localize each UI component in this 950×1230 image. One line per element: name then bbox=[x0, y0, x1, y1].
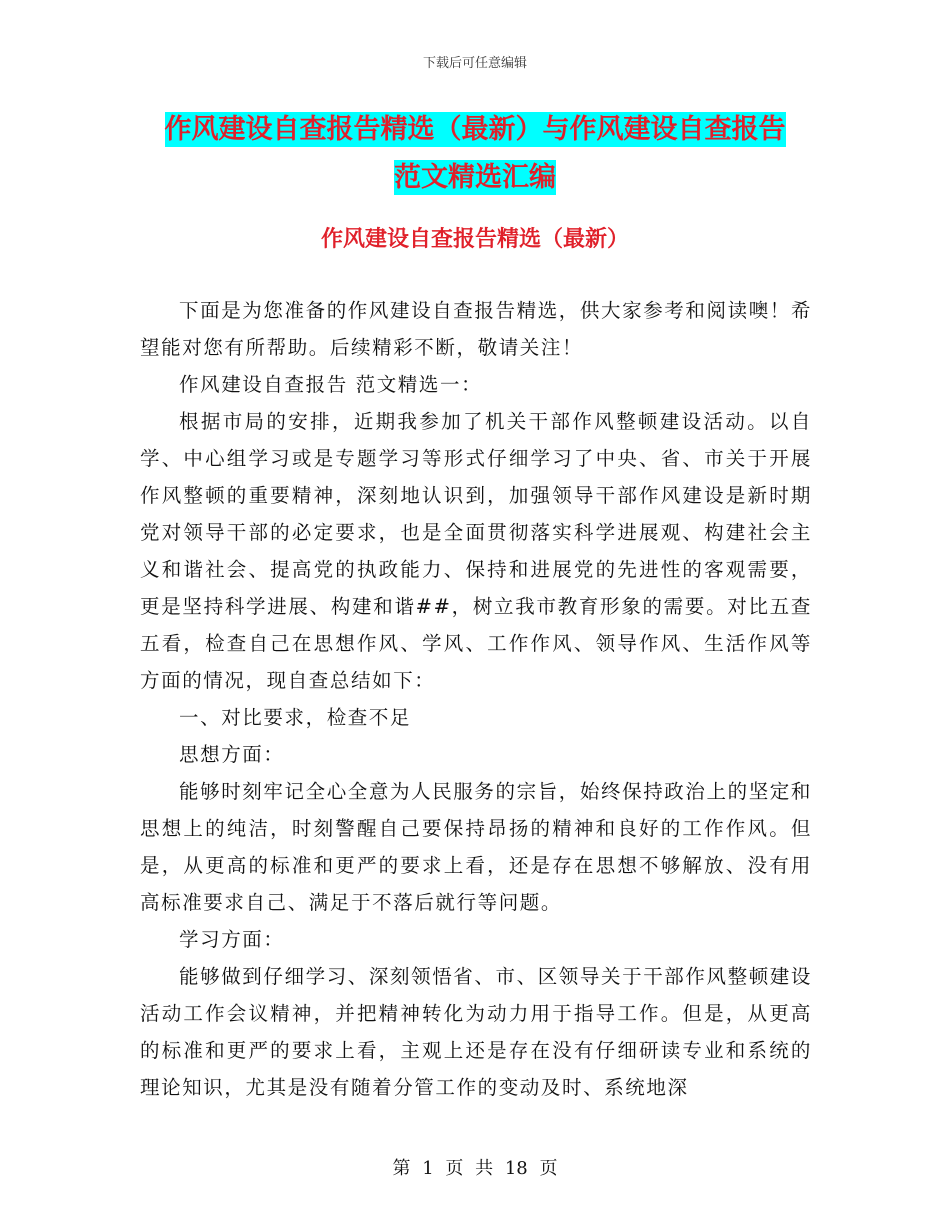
main-title-line1: 作风建设自查报告精选（最新）与作风建设自查报告 bbox=[164, 114, 786, 145]
section-title: 作风建设自查报告精选（最新） bbox=[320, 227, 629, 252]
page-footer: 第 1 页 共 18 页 bbox=[392, 1158, 558, 1179]
main-title-line2: 范文精选汇编 bbox=[394, 162, 556, 193]
paragraph-background: 根据市局的安排，近期我参加了机关干部作风整顿建设活动。以自学、中心组学习或是专题学习等形式仔细学习了中央、省、市关于开展作风整顿的重要精神，深刻地认识到，加强领导干部作风建设是新时期党对领导干部的必定要求，也是全面贯彻落实科学进展观、构建社会主义和谐社会、提高党的执政能力、保持和进展党的先进性的客观需要，更是坚持科学进展、构建和谐##，树立我市教育形象的需要。对比五查五看，检查自己在思想作风、学风、工作作风、领导作风、生活作风等方面的情况，现自查总结如下： bbox=[140, 410, 812, 692]
paragraph-thought-body: 能够时刻牢记全心全意为人民服务的宗旨，始终保持政治上的坚定和思想上的纯洁，时刻警醒自己要保持昂扬的精神和良好的工作作风。但是，从更高的标准和更严的要求上看，还是存在思想不够解放、没有用高标准要求自己、满足于不落后就行等问题。 bbox=[140, 780, 813, 914]
paragraph-intro: 下面是为您准备的作风建设自查报告精选，供大家参考和阅读噢！希望能对您有所帮助。后续精彩不断，敬请关注！ bbox=[140, 299, 813, 359]
body-text bbox=[140, 292, 812, 1106]
paragraph-study-body: 能够做到仔细学习、深刻领悟省、市、区领导关于干部作风整顿建设活动工作会议精神，并把精神转化为动力用于指导工作。但是，从更高的标准和更严的要求上看，主观上还是存在没有仔细研读专业和系统的理论知识，尤其是没有随着分管工作的变动及时、系统地深 bbox=[140, 965, 813, 1099]
header-note: 下载后可任意编辑 bbox=[422, 56, 527, 71]
paragraph-study-heading: 学习方面： bbox=[179, 928, 285, 951]
paragraph-sample-heading: 作风建设自查报告 范文精选一： bbox=[179, 373, 483, 396]
paragraph-section-heading: 一、对比要求，检查不足 bbox=[179, 706, 412, 729]
main-title bbox=[150, 106, 800, 202]
paragraph-thought-heading: 思想方面： bbox=[179, 743, 285, 766]
